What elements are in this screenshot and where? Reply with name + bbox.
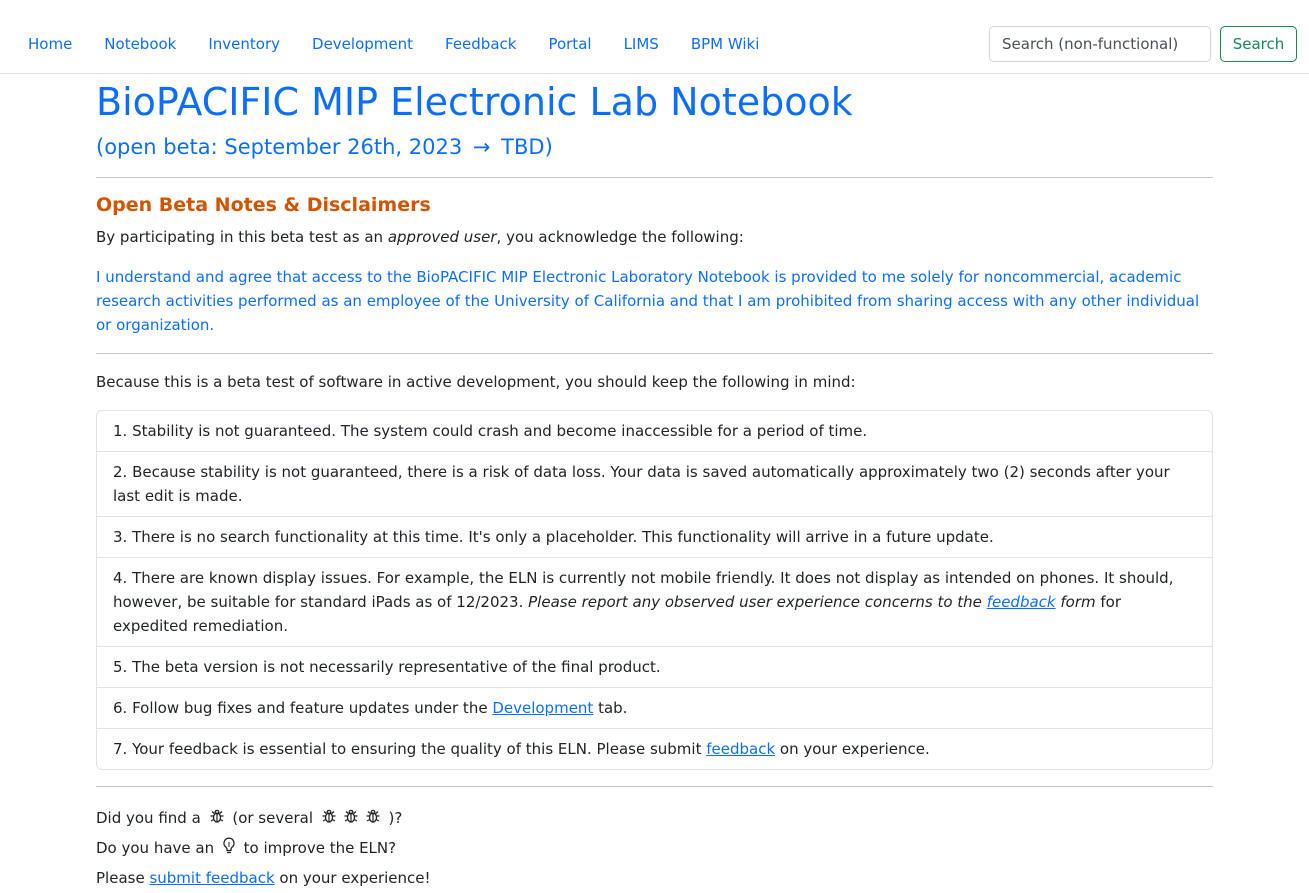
- nav-links: [12, 31, 775, 57]
- item4-text: 4. There are known display issues. For example, the ELN is currently not mobile friendly. It does not display as intended on phones. It should, however, be suitable for standard iPads as of 12/2023.: [113, 569, 1174, 611]
- divider: [96, 353, 1213, 354]
- navbar: [0, 0, 1309, 74]
- item7-prefix: 7. Your feedback is essential to ensuring the quality of this ELN. Please submit: [113, 740, 707, 758]
- list-item: 1. Stability is not guaranteed. The system could crash and become inaccessible for a period of time.: [97, 411, 1212, 452]
- item4-em-suffix: form: [1055, 593, 1096, 611]
- subtitle-end: TBD): [501, 135, 553, 159]
- page-title: BioPACIFIC MIP Electronic Lab Notebook: [96, 80, 853, 124]
- idea-prompt: [96, 834, 1213, 864]
- ack-emphasis: approved user: [387, 228, 497, 246]
- nav-notebook[interactable]: Notebook: [104, 35, 177, 53]
- footer-prompts: [96, 804, 1213, 893]
- bug-icon: [343, 805, 359, 834]
- nav-portal[interactable]: Portal: [548, 35, 592, 53]
- bug-middle: (or several: [232, 809, 313, 827]
- search-button[interactable]: Search: [1220, 26, 1297, 62]
- section-heading: Open Beta Notes & Disclaimers: [96, 194, 431, 216]
- item7-suffix: on your experience.: [775, 740, 930, 758]
- list-item: 5. The beta version is not necessarily representative of the final product.: [97, 647, 1212, 688]
- bug-icon: [321, 805, 337, 834]
- list-item: [97, 558, 1212, 647]
- on-experience-text: on your experience!: [274, 869, 431, 887]
- submit-feedback-prompt: [96, 864, 1213, 893]
- idea-prefix: Do you have an: [96, 839, 215, 857]
- ack-suffix: , you acknowledge the following:: [496, 228, 744, 246]
- ack-prefix: By participating in this beta test as an: [96, 228, 388, 246]
- development-link[interactable]: Development: [492, 699, 594, 717]
- list-item: 2. Because stability is not guaranteed, there is a risk of data loss. Your data is saved automatically approximately two (2) seconds after your last edit is made.: [97, 452, 1212, 517]
- bug-suffix: )?: [388, 809, 403, 827]
- please-text: Please: [96, 869, 150, 887]
- nav-feedback[interactable]: Feedback: [445, 35, 517, 53]
- beta-intro-text: Because this is a beta test of software in active development, you should keep the following in mind:: [96, 373, 856, 391]
- lightbulb-icon: [222, 835, 236, 864]
- item4-emphasis: [528, 593, 1095, 611]
- submit-feedback-link[interactable]: submit feedback: [149, 869, 275, 887]
- acknowledgement-text: [96, 225, 1213, 249]
- nav-home[interactable]: Home: [28, 35, 73, 53]
- item6-prefix: 6. Follow bug fixes and feature updates under the: [113, 699, 493, 717]
- search-input[interactable]: [989, 26, 1211, 62]
- divider: [96, 786, 1213, 787]
- bug-prefix: Did you find a: [96, 809, 201, 827]
- nav-lims[interactable]: LIMS: [623, 35, 659, 53]
- arrow-right-icon: →: [472, 135, 491, 159]
- list-item: [97, 688, 1212, 729]
- bug-icon: [365, 805, 381, 834]
- list-item: [97, 729, 1212, 769]
- beta-notes-list: [96, 410, 1213, 770]
- main-content: [96, 74, 1213, 893]
- bug-icon: [209, 805, 225, 834]
- feedback-link[interactable]: feedback: [706, 740, 776, 758]
- nav-development[interactable]: Development: [312, 35, 414, 53]
- subtitle-start: (open beta: September 26th, 2023: [96, 135, 463, 159]
- bug-prompt: [96, 804, 1213, 834]
- feedback-link[interactable]: feedback: [986, 593, 1056, 611]
- divider: [96, 177, 1213, 178]
- nav-bpm-wiki[interactable]: BPM Wiki: [690, 35, 760, 53]
- list-item: 3. There is no search functionality at this time. It's only a placeholder. This functionality will arrive in a future update.: [97, 517, 1212, 558]
- idea-suffix: to improve the ELN?: [243, 839, 397, 857]
- terms-text: I understand and agree that access to the BioPACIFIC MIP Electronic Laboratory Notebook is provided to me solely for noncommercial, academic research activities performed as an employee of the University of California and that I am prohibited from sharing access with any other individual or organization.: [96, 268, 1200, 334]
- item4-suffix: for expedited remediation.: [113, 593, 1122, 635]
- nav-inventory[interactable]: Inventory: [208, 35, 281, 53]
- item6-suffix: tab.: [593, 699, 628, 717]
- page-subtitle: [96, 132, 1213, 162]
- item4-em-prefix: Please report any observed user experience concerns to the: [528, 593, 987, 611]
